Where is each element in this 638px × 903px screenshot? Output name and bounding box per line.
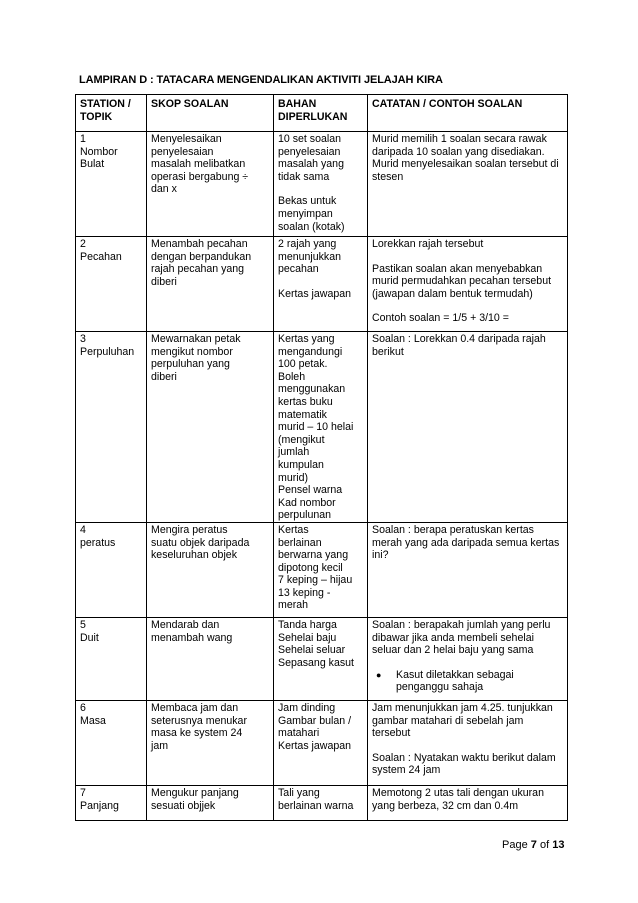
cell-catatan: Jam menunjukkan jam 4.25. tunjukkan gambar matahari di sebelah jam tersebut Soalan : Nyatakan waktu berikut dalam system 24 jam [368, 700, 568, 785]
cell-bahan: 2 rajah yang menunjukkan pecahan Kertas jawapan [274, 237, 368, 332]
table-row [76, 237, 568, 332]
table-row [76, 617, 568, 700]
bullet-icon: ● [376, 669, 382, 680]
cell-skop: Mengukur panjang sesuati objjek [147, 785, 274, 820]
cell-station: 3 Perpuluhan [76, 332, 147, 523]
cell-catatan: Soalan : berapa peratuskan kertas merah yang ada daripada semua kertas ini? [368, 522, 568, 617]
cell-station: 2 Pecahan [76, 237, 147, 332]
page-word: Page [502, 839, 528, 851]
cell-catatan: Lorekkan rajah tersebut Pastikan soalan akan menyebabkan murid permudahkan pecahan tersebut (jawapan dalam bentuk termudah) Contoh soalan = 1/5 + 3/10 = [368, 237, 568, 332]
cell-bahan: 10 set soalan penyelesaian masalah yang tidak sama Bekas untuk menyimpan soalan (kotak) [274, 132, 368, 237]
cell-catatan: Soalan : berapakah jumlah yang perlu dibawar jika anda membeli sehelai seluar dan 2 helai baju yang sama ● Kasut diletakkan sebagai penganggu sahaja [368, 617, 568, 700]
cell-station: 6 Masa [76, 700, 147, 785]
table-row [76, 332, 568, 523]
header-bahan: BAHAN DIPERLUKAN [274, 95, 368, 132]
bullet-note: ● Kasut diletakkan sebagai penganggu sahaja [376, 668, 514, 694]
cell-skop: Mewarnakan petak mengikut nombor perpuluhan yang diberi [147, 332, 274, 523]
page-footer [502, 839, 564, 851]
header-catatan: CATATAN / CONTOH SOALAN [368, 95, 568, 132]
table-row [76, 785, 568, 820]
cell-station: 5 Duit [76, 617, 147, 700]
cell-skop: Membaca jam dan seterusnya menukar masa ke system 24 jam [147, 700, 274, 785]
cell-catatan: Memotong 2 utas tali dengan ukuran yang berbeza, 32 cm dan 0.4m [368, 785, 568, 820]
of-word: of [539, 839, 550, 851]
cell-station: 7 Panjang [76, 785, 147, 820]
cell-catatan: Soalan : Lorekkan 0.4 daripada rajah berikut [368, 332, 568, 523]
header-station: STATION / TOPIK [76, 95, 147, 132]
cell-bahan: Jam dinding Gambar bulan / matahari Kertas jawapan [274, 700, 368, 785]
cell-skop: Menyelesaikan penyelesaian masalah melibatkan operasi bergabung ÷ dan x [147, 132, 274, 237]
cell-skop: Menambah pecahan dengan berpandukan rajah pecahan yang diberi [147, 237, 274, 332]
table-row [76, 132, 568, 237]
document-title: LAMPIRAN D : TATACARA MENGENDALIKAN AKTIVITI JELAJAH KIRA [79, 74, 443, 86]
table-row [76, 522, 568, 617]
header-skop: SKOP SOALAN [147, 95, 274, 132]
cell-skop: Mendarab dan menambah wang [147, 617, 274, 700]
cell-bahan: Tanda harga Sehelai baju Sehelai seluar Sepasang kasut [274, 617, 368, 700]
cell-catatan: Murid memilih 1 soalan secara rawak daripada 10 soalan yang disediakan. Murid menyelesaikan soalan tersebut di stesen [368, 132, 568, 237]
cell-station: 1 Nombor Bulat [76, 132, 147, 237]
cell-station: 4 peratus [76, 522, 147, 617]
cell-bahan: Kertas berlainan berwarna yang dipotong kecil 7 keping – hijau 13 keping - merah [274, 522, 368, 617]
activity-table [75, 94, 568, 821]
page-number: 7 [530, 839, 537, 851]
cell-skop: Mengira peratus suatu objek daripada keseluruhan objek [147, 522, 274, 617]
table-row [76, 700, 568, 785]
cell-bahan: Tali yang berlainan warna [274, 785, 368, 820]
table-header-row [76, 95, 568, 132]
cell-bahan: Kertas yang mengandungi 100 petak. Boleh menggunakan kertas buku matematik murid – 10 helai (mengikut jumlah kumpulan murid) Pensel warna Kad nombor perpulunan [274, 332, 368, 523]
page-total: 13 [552, 839, 565, 851]
